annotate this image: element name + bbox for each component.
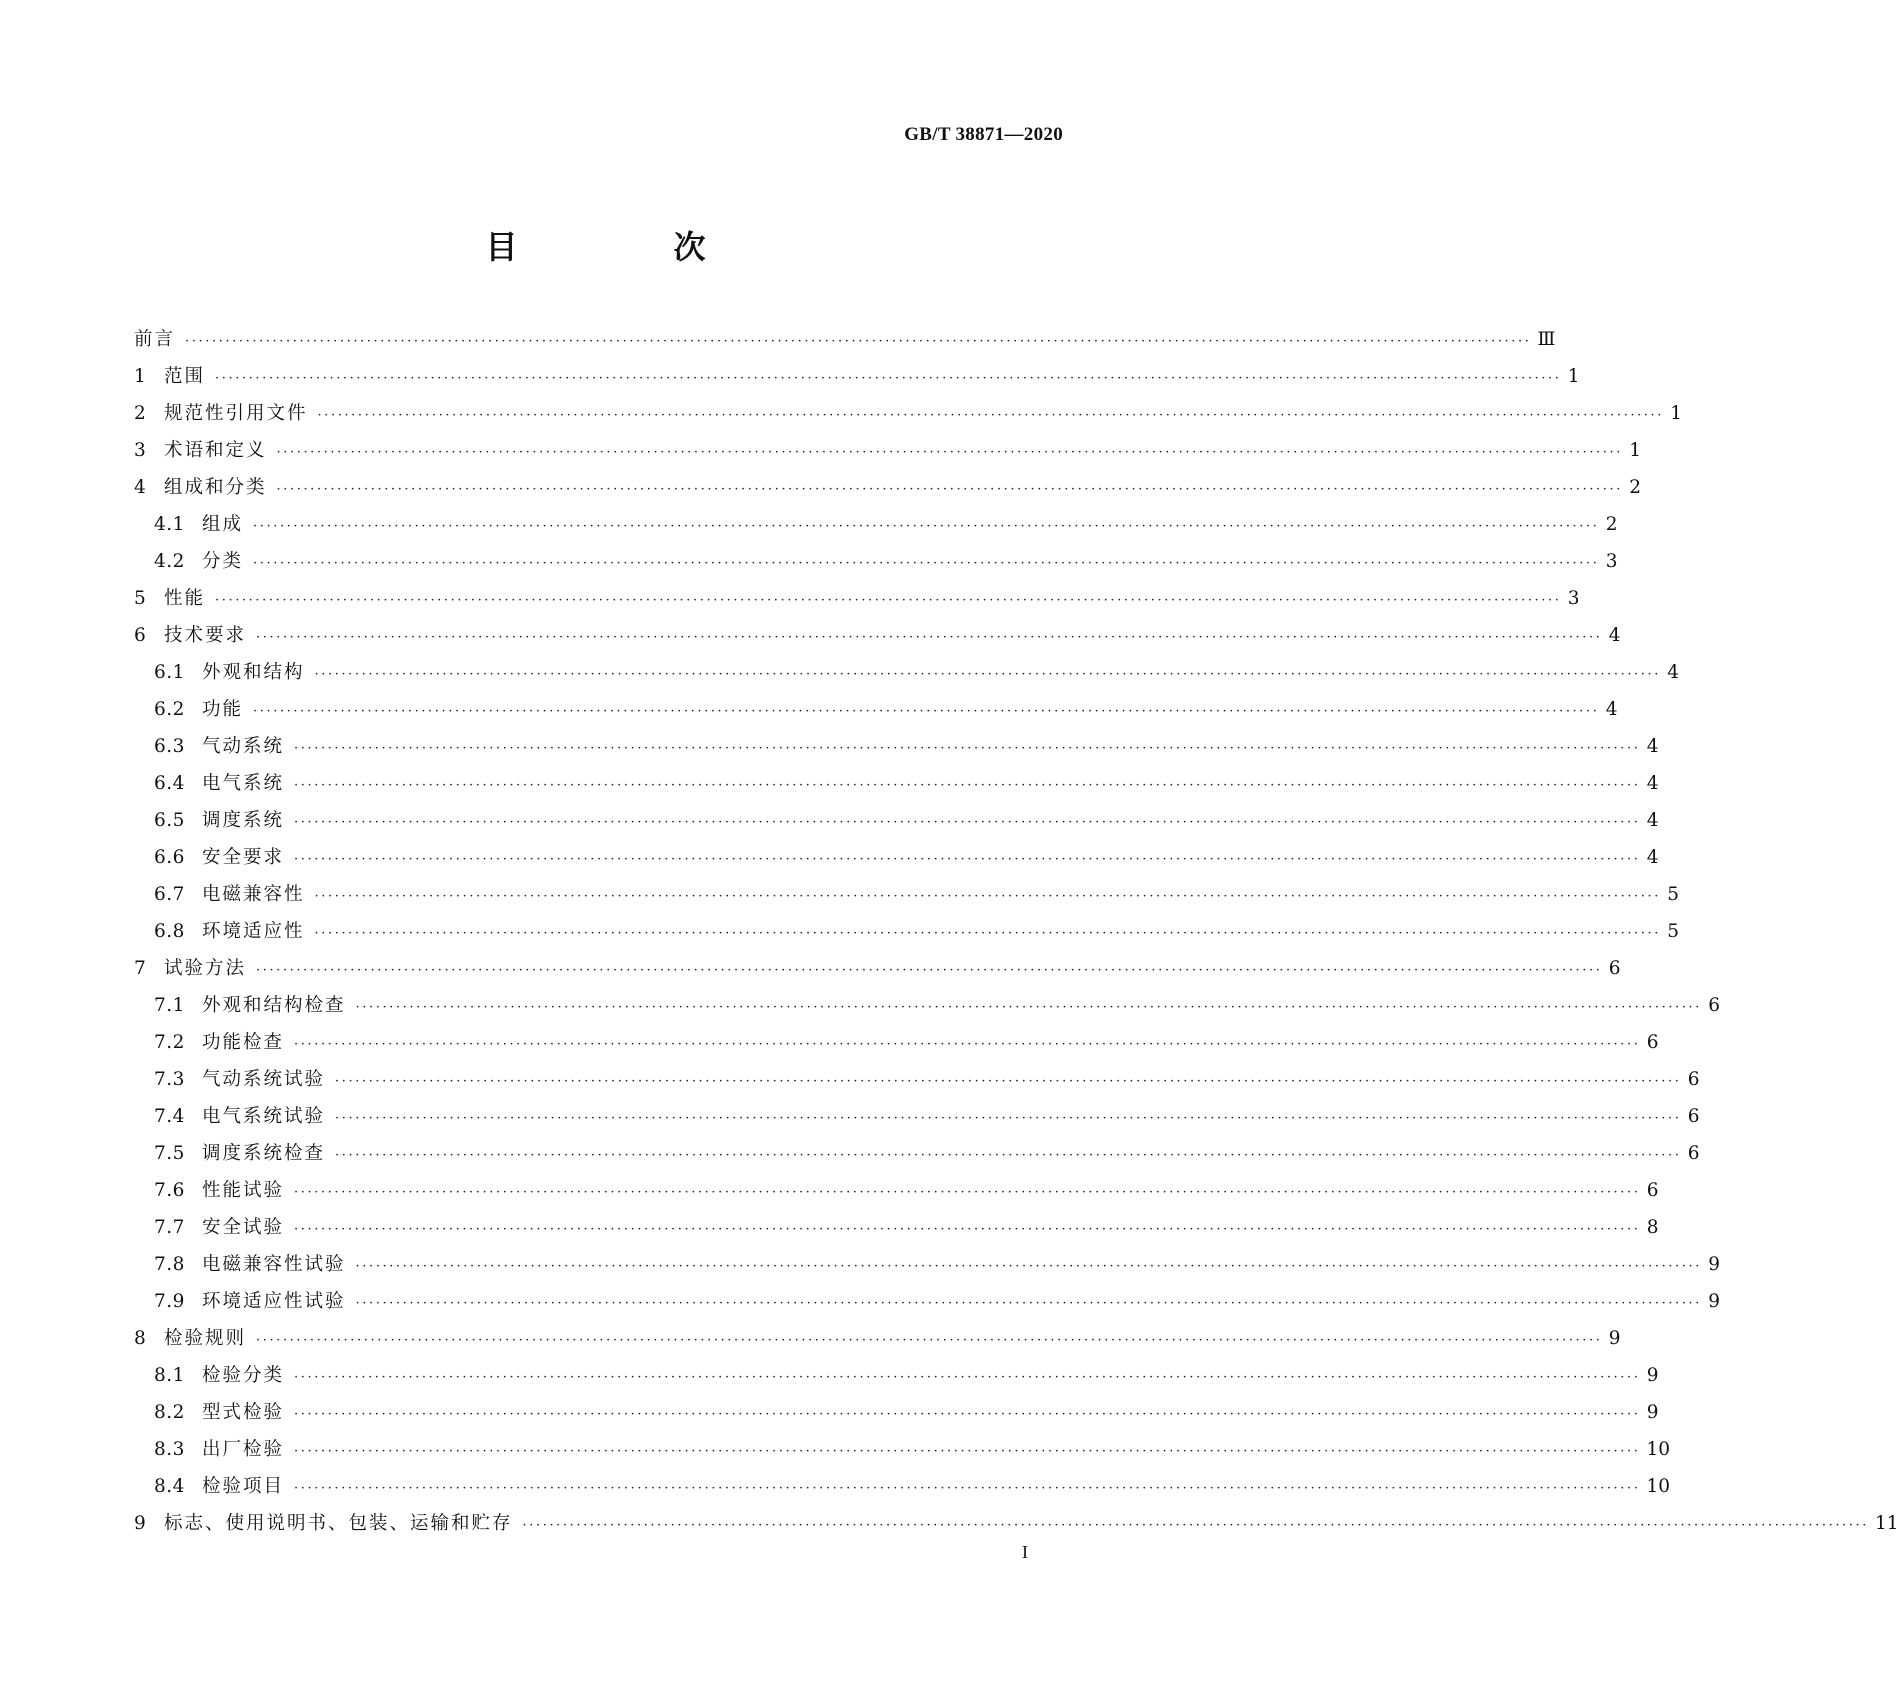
standard-number: GB/T 38871—2020 [904,124,1063,145]
toc-dot-leader: ········································································································································································································ [522,1518,1869,1533]
toc-entry-number: 9 [134,1513,147,1534]
toc-dot-leader: ········································································································································································································ [253,704,1600,719]
toc-entry-number: 7.8 [154,1254,185,1275]
toc-entry-title: 范围 [164,366,206,387]
toc-entry-title: 外观和结构 [202,662,305,683]
toc-dot-leader: ········································································································································································································ [294,741,1641,756]
page-number: I [1022,1542,1028,1562]
toc-entry-page: 1 [1629,440,1641,461]
toc-entry[interactable] [134,362,1580,399]
toc-entry[interactable] [134,325,1556,362]
toc-entry-title: 功能 [202,699,244,720]
toc-dot-leader: ········································································································································································································ [314,667,1661,682]
toc-entry-number: 6.4 [154,773,185,794]
toc-entry[interactable] [134,1324,1621,1361]
toc-entry-page: 4 [1646,773,1659,794]
toc-entry-page: 4 [1646,736,1659,757]
toc-entry[interactable] [134,510,1618,547]
toc-entry-title: 检验分类 [202,1365,285,1386]
toc-dot-leader: ········································································································································································································ [355,1259,1702,1274]
toc-entry[interactable] [134,806,1659,843]
toc-entry[interactable] [134,1435,1671,1472]
toc-entry-page: 3 [1567,588,1580,609]
toc-entry-number: 7.6 [154,1180,185,1201]
toc-dot-leader: ········································································································································································································ [294,815,1641,830]
toc-entry-title: 调度系统检查 [202,1143,326,1164]
toc-entry-number: 3 [134,440,147,461]
toc-entry-number: 2 [134,403,147,424]
toc-dot-leader: ········································································································································································································ [256,1333,1603,1348]
toc-entry-page: 6 [1646,1180,1659,1201]
toc-dot-leader: ········································································································································································································ [294,1185,1641,1200]
toc-entry[interactable] [134,1250,1720,1287]
toc-entry[interactable] [134,1287,1720,1324]
toc-entry-page: 3 [1605,551,1618,572]
toc-entry[interactable] [134,1472,1671,1509]
toc-entry-page: 6 [1687,1143,1700,1164]
toc-entry-number: 6.1 [154,662,185,683]
toc-dot-leader: ········································································································································································································ [314,926,1661,941]
toc-entry-number: 6 [134,625,147,646]
toc-entry-title: 外观和结构检查 [202,995,346,1016]
toc-entry-number: 7.2 [154,1032,185,1053]
toc-entry[interactable] [134,843,1659,880]
toc-entry-number: 7.7 [154,1217,185,1238]
toc-entry-page: 4 [1646,810,1659,831]
toc-entry-page: 1 [1670,403,1682,424]
toc-entry[interactable] [134,880,1679,917]
toc-dot-leader: ········································································································································································································ [355,1296,1702,1311]
toc-entry-page: 5 [1667,884,1679,905]
toc-entry-title: 调度系统 [202,810,285,831]
toc-entry-page: 5 [1667,921,1679,942]
toc-entry-page: 6 [1687,1106,1700,1127]
toc-entry-number: 6.2 [154,699,185,720]
toc-entry-page: 9 [1646,1402,1659,1423]
toc-entry-number: 1 [134,366,147,387]
toc-entry[interactable] [134,769,1659,806]
toc-entry-page: 2 [1629,477,1641,498]
toc-entry[interactable] [134,732,1659,769]
toc-entry-title: 安全试验 [202,1217,285,1238]
toc-entry-number: 7.5 [154,1143,185,1164]
toc-dot-leader: ········································································································································································································ [294,852,1641,867]
toc-entry[interactable] [134,991,1720,1028]
toc-entry-page: 4 [1608,625,1621,646]
toc-entry-page: 10 [1646,1439,1671,1460]
toc-entry-title: 电磁兼容性试验 [202,1254,346,1275]
toc-entry[interactable] [134,436,1641,473]
toc-entry-title: 气动系统 [202,736,285,757]
toc-entry-number: 5 [134,588,147,609]
toc-dot-leader: ········································································································································································································ [294,1370,1641,1385]
toc-dot-leader: ········································································································································································································ [317,408,1664,423]
toc-entry[interactable] [134,621,1621,658]
toc-entry-title: 性能试验 [202,1180,285,1201]
toc-entry[interactable] [134,1065,1700,1102]
toc-entry[interactable] [134,1361,1659,1398]
toc-entry-page: 9 [1608,1328,1621,1349]
toc-entry-number: 6.7 [154,884,185,905]
toc-entry[interactable] [134,1139,1700,1176]
toc-entry-page: 6 [1687,1069,1700,1090]
toc-entry-number: 8.2 [154,1402,185,1423]
toc-entry-number: 7.9 [154,1291,185,1312]
toc-entry-title: 前言 [134,329,176,350]
toc-entry-number: 7.1 [154,995,185,1016]
toc-entry-number: 6.5 [154,810,185,831]
toc-dot-leader: ········································································································································································································ [314,889,1661,904]
toc-entry[interactable] [134,1213,1659,1250]
toc-entry-page: 11 [1874,1513,1899,1534]
toc-entry-title: 功能检查 [202,1032,285,1053]
toc-entry[interactable] [134,917,1679,954]
toc-dot-leader: ········································································································································································································ [355,1000,1702,1015]
toc-dot-leader: ········································································································································································································ [185,334,1532,349]
toc-entry-title: 检验项目 [202,1476,285,1497]
toc-title [0,222,1191,268]
toc-entry-page: 6 [1608,958,1621,979]
toc-dot-leader: ········································································································································································································ [256,630,1603,645]
toc-entry-page: 8 [1646,1217,1659,1238]
toc-entry-number: 6.6 [154,847,185,868]
toc-entry-page: 4 [1646,847,1659,868]
toc-entry-number: 4 [134,477,147,498]
toc-entry-number: 7 [134,958,147,979]
toc-entry-number: 8 [134,1328,147,1349]
toc-entry-title: 气动系统试验 [202,1069,326,1090]
toc-entry[interactable] [134,399,1682,436]
toc-entry-page: Ⅲ [1537,329,1556,350]
toc-entry-title: 出厂检验 [202,1439,285,1460]
toc-entry[interactable] [134,695,1618,732]
toc-entry-number: 8.3 [154,1439,185,1460]
toc-entry[interactable] [134,1028,1659,1065]
toc-entry-title: 术语和定义 [164,440,267,461]
toc-entry-number: 6.3 [154,736,185,757]
toc-entry[interactable] [134,658,1679,695]
toc-title-text: 目 次 [485,228,768,266]
toc-entry-page: 9 [1646,1365,1659,1386]
toc-entry-title: 环境适应性 [202,921,305,942]
toc-entry-title: 标志、使用说明书、包装、运输和贮存 [164,1513,513,1534]
toc-entry-page: 1 [1567,366,1580,387]
toc-entry-title: 技术要求 [164,625,247,646]
toc-dot-leader: ········································································································································································································ [335,1111,1682,1126]
toc-entry-title: 环境适应性试验 [202,1291,346,1312]
toc-entry-title: 电磁兼容性 [202,884,305,905]
toc-entry-number: 4.1 [154,514,185,535]
toc-entry[interactable] [134,1176,1659,1213]
toc-dot-leader: ········································································································································································································ [294,1407,1641,1422]
toc-entry-number: 7.4 [154,1106,185,1127]
toc-dot-leader: ········································································································································································································ [253,519,1600,534]
toc-dot-leader: ········································································································································································································ [253,556,1600,571]
toc-entry[interactable] [134,584,1580,621]
toc-entry-title: 检验规则 [164,1328,247,1349]
toc-dot-leader: ········································································································································································································ [276,445,1623,460]
toc-entry-page: 4 [1667,662,1679,683]
toc-entry-page: 9 [1708,1291,1720,1312]
toc-dot-leader: ········································································································································································································ [294,1222,1641,1237]
toc-dot-leader: ········································································································································································································ [294,1444,1641,1459]
toc-dot-leader: ········································································································································································································ [294,1037,1641,1052]
toc-dot-leader: ········································································································································································································ [215,593,1562,608]
toc-entry-title: 规范性引用文件 [164,403,308,424]
toc-dot-leader: ········································································································································································································ [335,1148,1682,1163]
toc-entry[interactable] [134,1509,1899,1546]
toc-entry-title: 组成和分类 [164,477,267,498]
toc-entry-page: 6 [1708,995,1720,1016]
toc-entry-page: 2 [1605,514,1618,535]
toc-entry-title: 分类 [202,551,244,572]
toc-entry-title: 电气系统试验 [202,1106,326,1127]
toc-entry-page: 6 [1646,1032,1659,1053]
toc-entry-title: 性能 [164,588,206,609]
toc-entry[interactable] [134,473,1641,510]
toc-dot-leader: ········································································································································································································ [256,963,1603,978]
toc-entry-title: 组成 [202,514,244,535]
toc-entry-title: 试验方法 [164,958,247,979]
toc-dot-leader: ········································································································································································································ [294,778,1641,793]
toc-entry-page: 10 [1646,1476,1671,1497]
toc-entry-number: 6.8 [154,921,185,942]
toc-entry[interactable] [134,954,1621,991]
toc-entry-number: 7.3 [154,1069,185,1090]
toc-entry-title: 电气系统 [202,773,285,794]
toc-entry-number: 8.1 [154,1365,185,1386]
toc-dot-leader: ········································································································································································································ [215,371,1562,386]
toc-entry-page: 9 [1708,1254,1720,1275]
toc-dot-leader: ········································································································································································································ [335,1074,1682,1089]
toc-dot-leader: ········································································································································································································ [294,1481,1641,1496]
toc-entry[interactable] [134,547,1618,584]
toc-entry-title: 安全要求 [202,847,285,868]
toc-dot-leader: ········································································································································································································ [276,482,1623,497]
table-of-contents [134,325,1899,1546]
toc-entry-number: 4.2 [154,551,185,572]
toc-entry[interactable] [134,1102,1700,1139]
toc-entry[interactable] [134,1398,1659,1435]
toc-entry-page: 4 [1605,699,1618,720]
toc-entry-title: 型式检验 [202,1402,285,1423]
toc-entry-number: 8.4 [154,1476,185,1497]
